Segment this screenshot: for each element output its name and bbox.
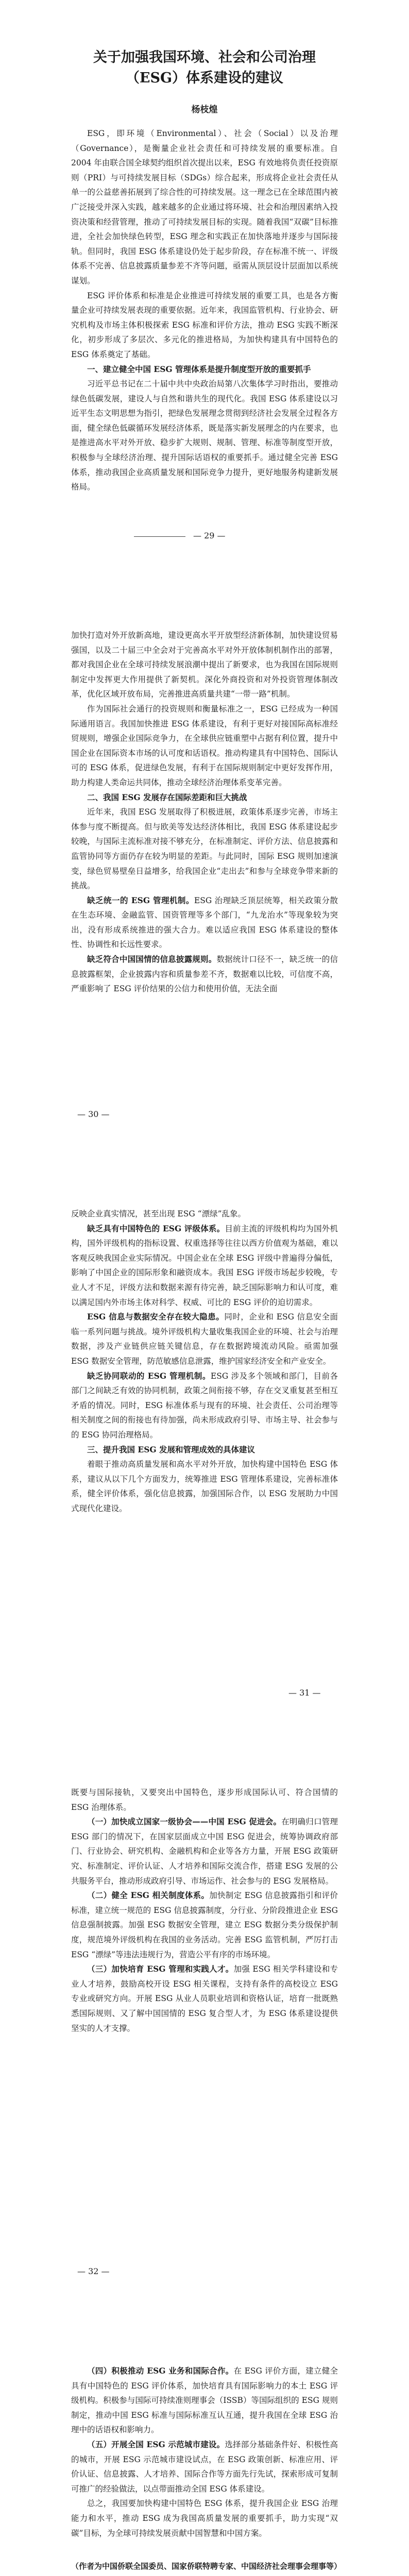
- body-paragraph: [71, 952, 338, 996]
- page-4: [0, 1736, 409, 2314]
- paragraph-text: 同时，企业和 ESG 信息安全面临一系列问题与挑战。境外评级机构大量收集我国企业的环境、社会与治理数据，涉及产业链供应链关键信息，存在数据跨境流动风险。亟需加强 ESG 数据安全管理，防范敏感信息泄露，维护国家经济安全和产业安全。: [71, 1312, 338, 1366]
- page-5: [0, 2314, 409, 2576]
- page-2: [0, 579, 409, 1157]
- paragraph-lead: （二）健全 ESG 相关制度体系。: [87, 1890, 210, 1901]
- paragraph-text: 数据统计口径不一，缺乏统一的信息披露框架，企业披露内容和质量参差不齐，数据难以比较，可信度不高，严重影响了 ESG 评价结果的公信力和使用价值，无法全面: [71, 955, 338, 994]
- body-paragraph: ESG，即环境（Environmental）、社会（Social）以及治理（Governance），是衡量企业社会责任和可持续发展的重要标准。自 2004 年由联合国全球契约组织首次提出以来，ESG 有效地将负责任投资原则（PRI）与可持续发展目标（SDGs）综合起来，形成将企业社会责任从单一的公益慈善拓展到了综合性的可持续发展。这一理念已在全球范围内被广泛接受并深入实践，越来越多的企业通过将环境、社会和治理因素纳入投资决策和经营管理，推动了可持续发展目标的实现。随着我国“双碳”目标推进，全社会加快绿色转型，ESG 理念和实践正在加快落地并逐步与国际接轨。但同时，我国 ESG 体系建设仍处于起步阶段，存在标准不统一、评级体系不完善、信息披露质量参差不齐等问题，亟需从顶层设计层面加以系统谋划。: [71, 129, 338, 285]
- body-paragraph: [71, 1222, 338, 1310]
- page-1-content: [71, 47, 338, 495]
- body-paragraph: 习近平总书记在二十届中共中央政治局第八次集体学习时指出，要推动绿色低碳发展，建设人与自然和谐共生的现代化。我国 ESG 体系建设以习近平生态文明思想为指引，把绿色发展理念贯彻到经济社会发展全过程各方面，健全绿色低碳循环发展经济体系，既是落实新发展理念的内在要求，也是推进高水平对外开放、稳步扩大规则、规制、管理、标准等制度型开放，积极参与全球经济治理、提升国际话语权的重要抓手。通过健全完善 ESG 体系，推动我国企业高质量发展和国际竞争力提升，更好地服务构建新发展格局。: [71, 379, 338, 492]
- page-3-content: [71, 1207, 338, 1516]
- section-heading: 三、提升我国 ESG 发展和管理成效的具体建议: [87, 1444, 255, 1454]
- paragraph-text: 加强 ESG 相关学科建设和专业人才培养，鼓励高校开设 ESG 相关课程，支持有条件的高校设立 ESG 专业或研究方向。开展 ESG 从业人员职业培训和资格认证，培育一批既熟悉国际规则、又了解中国国情的 ESG 复合型人才，为 ESG 体系建设提供坚实的人才支撑。: [71, 1964, 338, 2033]
- paragraph-lead: 缺乏协同联动的 ESG 管理机制。: [87, 1370, 211, 1381]
- paragraph-lead: （五）开展全国 ESG 示范城市建设。: [87, 2439, 225, 2449]
- page-1: [0, 0, 409, 579]
- page-number: — 32 —: [77, 2266, 110, 2276]
- page-number: — 30 —: [77, 1109, 110, 1119]
- paragraph-text: 加快制定 ESG 信息披露指引和评价标准，建立统一规范的 ESG 信息披露制度，分行业、分阶段推进企业 ESG 信息强制披露。加强 ESG 数据安全管理，建立 ESG 数据分类分级保护制度，规范境外评级机构在我国的业务活动。完善 ESG 监管机制，严厉打击 ESG “漂绿”等违法违规行为，营造公平有序的市场环境。: [71, 1891, 338, 1959]
- page-3: [0, 1157, 409, 1736]
- paragraph-lead: 缺乏符合中国国情的信息披露规则。: [87, 954, 217, 964]
- paragraph-text: ESG 治理缺乏顶层统筹，相关政策分散在生态环境、金融监管、国资管理等多个部门，“九龙治水”等现象较为突出，没有形成系统推进的强大合力。难以适应我国 ESG 体系建设的整体性、协调性和长远性要求。: [71, 895, 338, 950]
- body-paragraph: [71, 1962, 338, 2036]
- page-body: [71, 628, 338, 996]
- body-paragraph: 加快打造对外开放新高地，建设更高水平开放型经济新体制，加快建设贸易强国，以及二十届三中全会对于完善高水平对外开放体制机制作出的部署，都对我国企业在全球可持续发展浪潮中提出了新要求，也为我国在国际规则制定中发挥更大作用提供了新契机。深化外商投资和对外投资管理体制改革，优化区域开放布局，完善推进高质量共建“一带一路”机制。: [71, 631, 338, 699]
- paragraph-lead: 缺乏统一的 ESG 管理机制。: [87, 895, 194, 905]
- paragraph-lead: ESG 信息与数据安全存在较大隐患。: [87, 1312, 225, 1322]
- page-number-rule: [134, 536, 185, 537]
- page-4-content: [71, 1785, 338, 2036]
- paragraph-text: ESG 涉及多个领域和部门，目前各部门之间缺乏有效的协同机制，政策之间衔接不够，存在交叉重复甚至相互矛盾的情况。同时，ESG 标准体系与现有的环境、社会责任、公司治理等相关制度之间的衔接也有待加强，尚未形成政府引导、市场主导、社会参与的 ESG 协同治理格局。: [71, 1371, 338, 1439]
- paragraph-lead: （三）加快培育 ESG 管理和实践人才。: [87, 1964, 234, 1974]
- page-2-content: [71, 628, 338, 996]
- paragraph-lead: （一）加快成立国家一级协会——中国 ESG 促进会。: [87, 1817, 282, 1827]
- page-5-content: [71, 2364, 342, 2574]
- body-paragraph: [71, 2437, 338, 2496]
- paragraph-text: 在明确归口管理 ESG 部门的情况下，在国家层面成立中国 ESG 促进会，统筹协调政府部门、行业协会、研究机构、金融机构和企业等各方力量，开展 ESG 政策研究、标准制定、评价认证、人才培养和国际交流合作，搭建 ESG 发展的公共服务平台，推动形成政府引导、市场运作、社会参与的 ESG 发展格局。: [71, 1817, 338, 1886]
- page-body: [71, 1207, 338, 1516]
- body-paragraph: [71, 1310, 338, 1368]
- page-body: [71, 126, 338, 495]
- body-paragraph: [71, 1369, 338, 1443]
- body-paragraph: [71, 1888, 338, 1962]
- section-heading: 二、我国 ESG 发展存在国际差距和巨大挑战: [87, 792, 247, 802]
- paragraph-lead: （四）积极推动 ESG 业务和国际合作。: [87, 2366, 234, 2376]
- body-paragraph: [71, 1815, 338, 1888]
- author-name: 杨枝煌: [191, 105, 218, 115]
- paragraph-text: 目前主流的评级机构均为国外机构，国外评级机构的指标设置、权重选择等往往以西方价值观为基础，难以客观反映我国企业实际情况。中国企业在全球 ESG 评级中普遍得分偏低，影响了中国企业的国际形象和融资成本。我国 ESG 评级市场起步较晚，专业人才不足，评级方法和数据来源有待完善，缺乏国际影响力和认可度，难以满足国内外市场主体对科学、权威、可比的 ESG 评价的迫切需求。: [71, 1224, 338, 1307]
- paragraph-lead: 缺乏具有中国特色的 ESG 评级体系。: [87, 1223, 225, 1233]
- page-body: [71, 1785, 338, 2036]
- section-heading: 一、建立健全中国 ESG 管理体系是提升制度型开放的重要抓手: [87, 364, 311, 374]
- title-line-2: （ESG）体系建设的建议: [125, 70, 284, 86]
- page-number: — 31 —: [288, 1688, 321, 1698]
- body-paragraph: 反映企业真实情况，甚至出现 ESG “漂绿”乱象。: [71, 1209, 246, 1218]
- body-paragraph: 作为国际社会通行的投资规则和衡量标准之一，ESG 已经成为一种国际通用语言。我国加快推进 ESG 体系建设，有利于更好对接国际高标准经贸规则，增强企业国际竞争力，在全球供应链重塑中占据有利位置，提升中国企业在国际资本市场的认可度和话语权。推动构建具有中国特色、国际认可的 ESG 体系，促进绿色发展，有利于在国际规则制定中更好发挥作用，助力构建人类命运共同体，推动全球经济治理体系变革完善。: [71, 704, 338, 787]
- body-paragraph: 着眼于推动高质量发展和高水平对外开放，加快构建中国特色 ESG 体系，建议从以下几个方面发力，统筹推进 ESG 管理体系建设，完善标准体系，健全评价体系，强化信息披露，加强国际合作，以 ESG 发展助力中国式现代化建设。: [71, 1460, 338, 1513]
- paragraph-text: 选择部分基础条件好、积极性高的城市，开展 ESG 示范城市建设试点，在 ESG 政策创新、标准应用、评价认证、信息披露、人才培养、国际合作等方面先行先试，探索形成可复制可推广的经验做法，以点带面推动全国 ESG 体系建设。: [71, 2439, 338, 2494]
- page-number: — 29 —: [193, 531, 226, 540]
- author-note: （作者为中国侨联全国委员、国家侨联特聘专家、中国经济社会理事会理事等）: [71, 2562, 342, 2571]
- article-title: [71, 47, 338, 89]
- body-paragraph: 既要与国际接轨，又要突出中国特色，逐步形成国际认可、符合国情的 ESG 治理体系。: [71, 1788, 338, 1812]
- body-paragraph: [71, 893, 338, 952]
- page-body: [71, 2364, 342, 2574]
- body-paragraph: [71, 2364, 338, 2437]
- title-line-1: 关于加强我国环境、社会和公司治理: [93, 49, 316, 65]
- body-paragraph: 总之，我国要加快构建中国特色 ESG 体系，提升我国企业 ESG 治理能力和水平，推动 ESG 成为我国高质量发展的重要抓手，助力实现“双碳”目标，为全球可持续发展贡献中国智慧和中国方案。: [71, 2499, 338, 2538]
- body-paragraph: ESG 评价体系和标准是企业推进可持续发展的重要工具，也是各方衡量企业可持续发展表现的重要依据。近年来，我国监管机构、行业协会、研究机构及市场主体积极探索 ESG 标准和评价方法，推动 ESG 实践不断深化，初步形成了多层次、多元化的推进格局，为加快构建具有中国特色的 ESG 体系奠定了基础。: [71, 291, 338, 359]
- body-paragraph: 近年来，我国 ESG 发展取得了积极进展，政策体系逐步完善，市场主体参与度不断提高。但与欧美等发达经济体相比，我国 ESG 体系建设起步较晚，与国际主流标准对接不够充分，在标准制定、评价方法、信息披露和监管协同等方面仍存在较为明显的差距。与此同时，国际 ESG 规则加速演变，绿色贸易壁垒日益增多，给我国企业“走出去”和参与全球竞争带来新的挑战。: [71, 807, 338, 891]
- paragraph-text: 在 ESG 评价方面，建立健全具有中国特色的 ESG 评价体系，加快培育具有国际影响力的本土 ESG 评级机构。积极参与国际可持续准则理事会（ISSB）等国际组织的 ESG 规则制定，推动中国 ESG 标准与国际标准互认互通，提升我国在全球 ESG 治理中的话语权和影响力。: [71, 2366, 338, 2435]
